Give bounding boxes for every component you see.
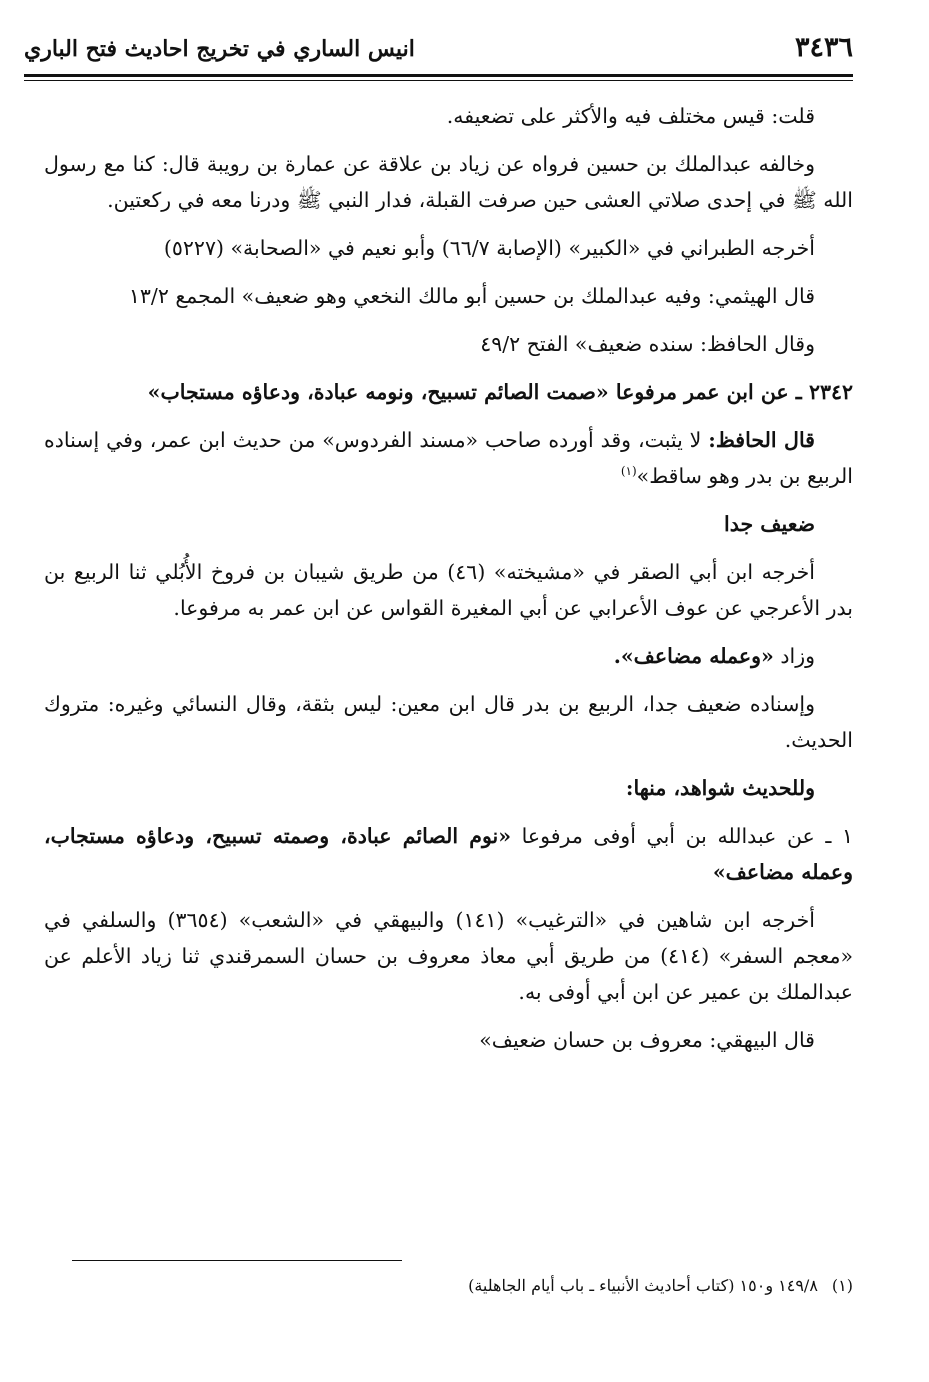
hafiz-label: قال الحافظ: <box>708 428 815 452</box>
paragraph: أخرجه ابن شاهين في «الترغيب» (١٤١) والبيهقي في «الشعب» (٣٦٥٤) والسلفي في «معجم السفر» (٤١٤) من طريق أبي معاذ معروف بن حسان السمرقندي ثنا زياد الأعلم عن عبدالملك بن عمير عن ابن أبي أوفى به. <box>44 908 853 1004</box>
page-header <box>24 32 853 72</box>
addition-lead: وزاد <box>773 644 815 668</box>
paragraph: وقال الحافظ: سنده ضعيف» الفتح ٤٩/٢ <box>480 332 815 356</box>
paragraph: أخرجه الطبراني في «الكبير» (الإصابة ٦٦/٧) وأبو نعيم في «الصحابة» (٥٢٢٧) <box>163 236 815 260</box>
shawahid-heading: وللحديث شواهد، منها: <box>625 776 815 800</box>
paragraph <box>44 638 853 674</box>
page-body <box>44 98 853 1070</box>
paragraph: أخرجه ابن أبي الصقر في «مشيخته» (٤٦) من طريق شيبان بن فروخ الأُبُلي ثنا الربيع بن بدر الأعرجي عن عوف الأعرابي عن أبي المغيرة القواس عن ابن عمر به مرفوعا. <box>44 560 853 620</box>
grading-heading: ضعيف جدا <box>724 512 815 536</box>
hafiz-text: لا يثبت، وقد أورده صاحب «مسند الفردوس» من حديث ابن عمر، وفي إسناده الربيع بن بدر وهو ساقط» <box>44 428 853 488</box>
shahid-entry <box>44 818 853 890</box>
paragraph: قال الهيثمي: وفيه عبدالملك بن حسين أبو مالك النخعي وهو ضعيف» المجمع ١٣/٢ <box>128 284 815 308</box>
footnote-text: ١٤٩/٨ و١٥٠ (كتاب أحاديث الأنبياء ـ باب أيام الجاهلية) <box>468 1276 818 1295</box>
addition-text: «وعمله مضاعف». <box>613 644 774 668</box>
hadith-entry: ٢٣٤٢ ـ عن ابن عمر مرفوعا «صمت الصائم تسبيح، ونومه عبادة، ودعاؤه مستجاب» <box>147 380 853 404</box>
footnote-number: (١) <box>831 1276 853 1295</box>
paragraph: وخالفه عبدالملك بن حسين فرواه عن زياد بن علاقة عن عمارة بن رويبة قال: كنا مع رسول الله ﷺ في إحدى صلاتي العشى حين صرفت القبلة، فدار النبي ﷺ ودرنا معه في ركعتين. <box>44 152 853 212</box>
shahid-lead: ١ ـ عن عبدالله بن أبي أوفى مرفوعا <box>511 824 853 848</box>
footnote <box>44 1276 853 1295</box>
paragraph <box>44 422 853 494</box>
paragraph: وإسناده ضعيف جدا، الربيع بن بدر قال ابن معين: ليس بثقة، وقال النسائي وغيره: متروك الحديث. <box>44 692 853 752</box>
footnote-ref: (١) <box>620 464 637 479</box>
header-rule-thick <box>24 74 853 77</box>
header-rule-thin <box>24 80 853 81</box>
book-title: انيس الساري في تخريج احاديث فتح الباري <box>24 36 415 62</box>
paragraph: قلت: قيس مختلف فيه والأكثر على تضعيفه. <box>446 104 815 128</box>
page-number: ٣٤٣٦ <box>794 32 853 63</box>
shahid-text: «نوم الصائم عبادة، وصمته تسبيح، ودعاؤه مستجاب، وعمله مضاعف» <box>44 824 853 884</box>
footnote-divider <box>72 1260 402 1261</box>
paragraph: قال البيهقي: معروف بن حسان ضعيف» <box>479 1028 815 1052</box>
